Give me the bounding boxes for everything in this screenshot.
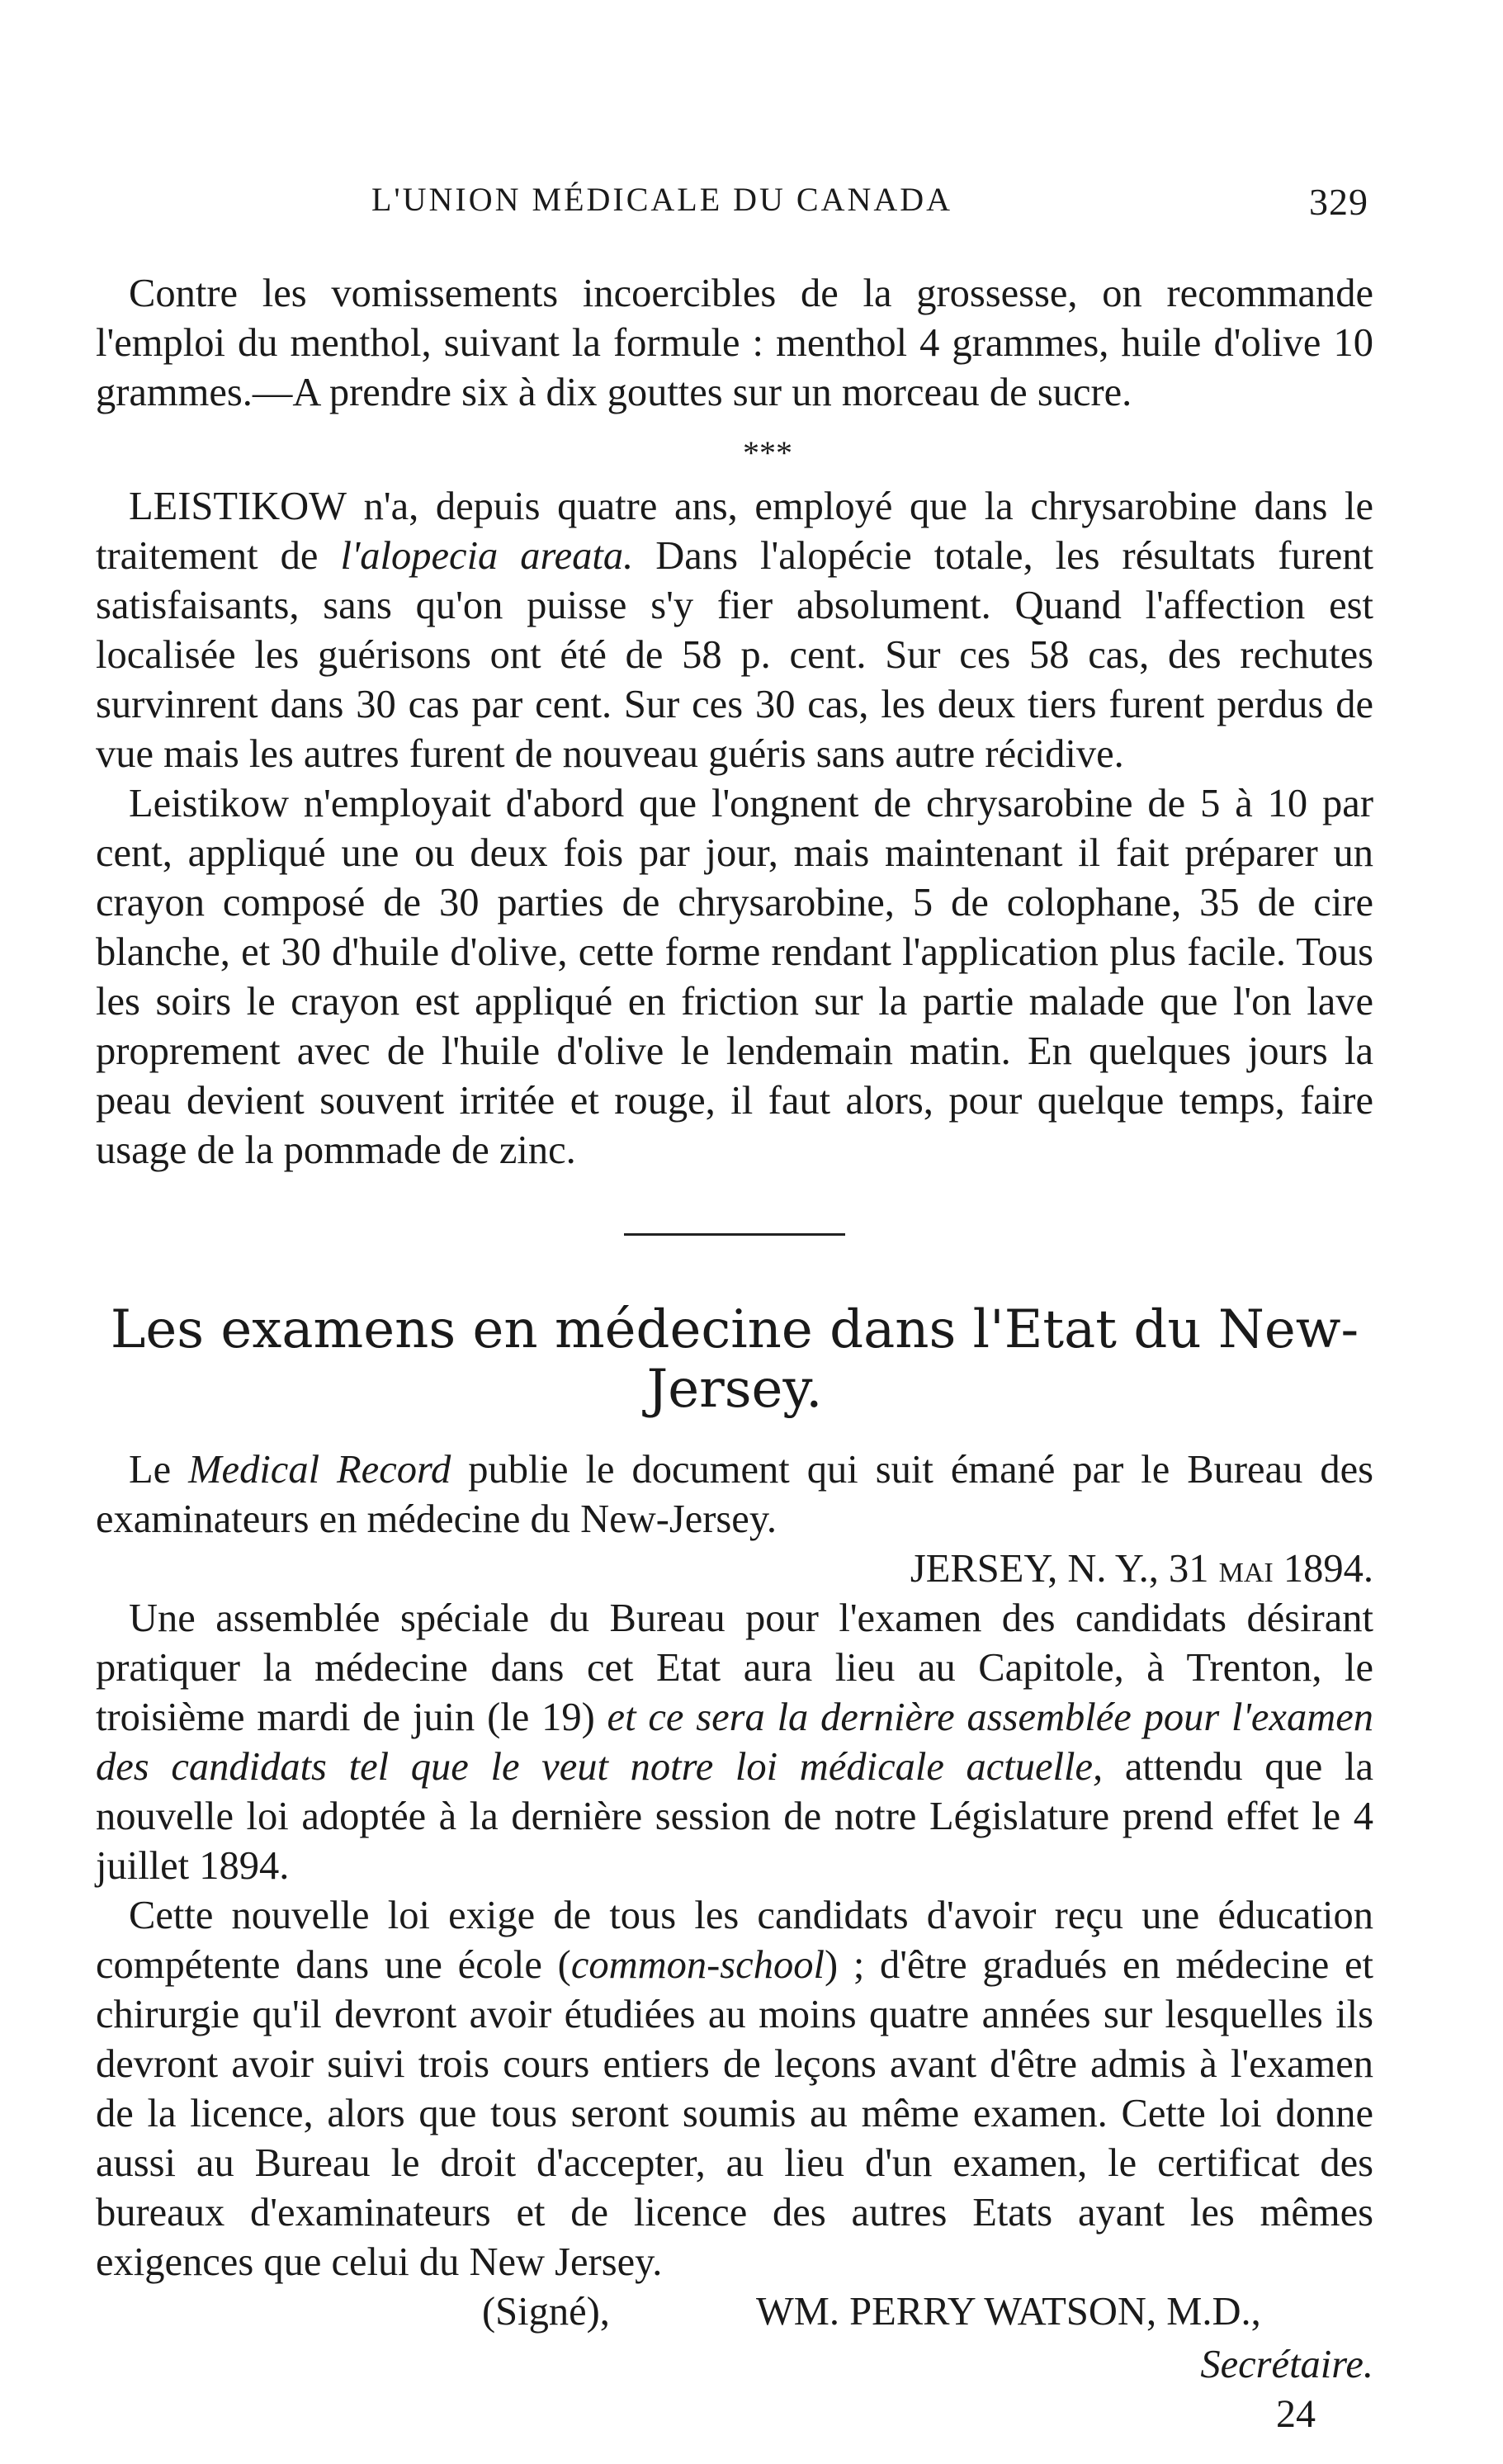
section-title: Les examens en médecine dans l'Etat du New-Jersey. xyxy=(110,1299,1359,1420)
new-law-text-a: Cette nouvelle loi exige de tous les candidats d'avoir reçu une éducation compétente dans une école ( xyxy=(96,1894,1373,1987)
running-title: L'UNION MÉDICALE DU CANADA xyxy=(371,181,953,218)
assembly-italic: et ce sera la dernière assemblée pour l'examen des candidats tel que le veut notre loi médicale actuelle, xyxy=(96,1695,1373,1789)
signer-name: WM. PERRY WATSON, M.D., xyxy=(756,2290,1261,2334)
new-law-text-b: ) ; d'être gradués en médecine et chirurgie qu'il devront avoir étudiées au moins quatre années sur lesquelles ils devront avoir suivi trois cours entiers de leçons avant d'être admis à l'examen de la licence, alors que tous seront soumis au même examen. Cette loi donne aussi au Bureau le droit d'accepter, au lieu d'un examen, le certificat des bureaux d'examinateurs et de licence des autres Etats ayant les mêmes exigences que celui du New Jersey. xyxy=(96,1943,1373,2284)
paragraph-leistikow-text-b: Dans l'alopécie totale, les résultats furent satisfaisants, sans qu'on puisse s'y fier absolument. Quand l'affection est localisée les guérisons ont été de 58 p. cent. Sur ces 58 cas, des rechutes survinrent dans 30 cas par cent. Sur ces 30 cas, les deux tiers furent perdus de vue mais les autres furent de nouveau guéris sans autre récidive. xyxy=(96,534,1373,776)
author-name: LEISTIKOW xyxy=(129,485,347,528)
assembly-text-b: attendu que la nouvelle loi adoptée à la dernière session de notre Législature prend effet le 4 juillet 1894. xyxy=(96,1745,1374,1888)
paragraph-assembly xyxy=(96,1594,1373,1891)
signature-number: 24 xyxy=(1276,2392,1316,2436)
dateline-text: JERSEY, N. Y., 31 mai 1894. xyxy=(910,1547,1373,1591)
paragraph-intro xyxy=(96,1445,1373,1544)
asterism-separator: *** xyxy=(743,434,792,471)
intro-text-b: publie le document qui suit émané par le Bureau des examinateurs en médecine du New-Jersey. xyxy=(96,1448,1373,1541)
paragraph-leistikow-italic: l'alopecia areata. xyxy=(340,534,634,578)
signed-label: (Signé), xyxy=(482,2290,610,2334)
paragraph-crayon: Leistikow n'employait d'abord que l'ongnent de chrysarobine de 5 à 10 par cent, appliqué une ou deux fois par jour, mais maintenant il fait préparer un crayon composé de 30 parties de chrysarobine, 5 de colophane, 35 de cire blanche, et 30 d'huile d'olive, cette forme rendant l'application plus facile. Tous les soirs le crayon est appliqué en friction sur la partie malade que l'on lave proprement avec de l'huile d'olive le lendemain matin. En quelques jours la peau devient souvent irritée et rouge, il faut alors, pour quelque temps, faire usage de la pommade de zinc. xyxy=(96,782,1373,1172)
dateline xyxy=(96,1544,1373,1594)
paragraph-leistikow-text-a: n'a, depuis quatre ans, employé que la chrysarobine dans le traitement de xyxy=(96,485,1373,578)
assembly-text-a: Une assemblée spéciale du Bureau pour l'examen des candidats désirant pratiquer la médecine dans cet Etat aura lieu au Capitole, à Trenton, le troisième mardi de juin (le 19) xyxy=(96,1596,1373,1739)
page-number: 329 xyxy=(1309,181,1368,223)
signer-title: Secrétaire. xyxy=(1200,2343,1373,2386)
paragraph-new-law xyxy=(96,1891,1373,2287)
section-divider xyxy=(624,1233,845,1236)
page-body xyxy=(96,269,1373,2439)
paragraph-menthol: Contre les vomissements incoercibles de la grossesse, on recommande l'emploi du menthol, suivant la formule : menthol 4 grammes, huile d'olive 10 grammes.—A prendre six à dix gouttes sur un morceau de sucre. xyxy=(96,272,1373,414)
paragraph-leistikow xyxy=(96,482,1373,779)
signature-line xyxy=(96,2287,1373,2340)
new-law-italic: common-school xyxy=(570,1943,825,1987)
journal-name: Medical Record xyxy=(188,1448,451,1492)
intro-text-a: Le xyxy=(129,1448,189,1492)
